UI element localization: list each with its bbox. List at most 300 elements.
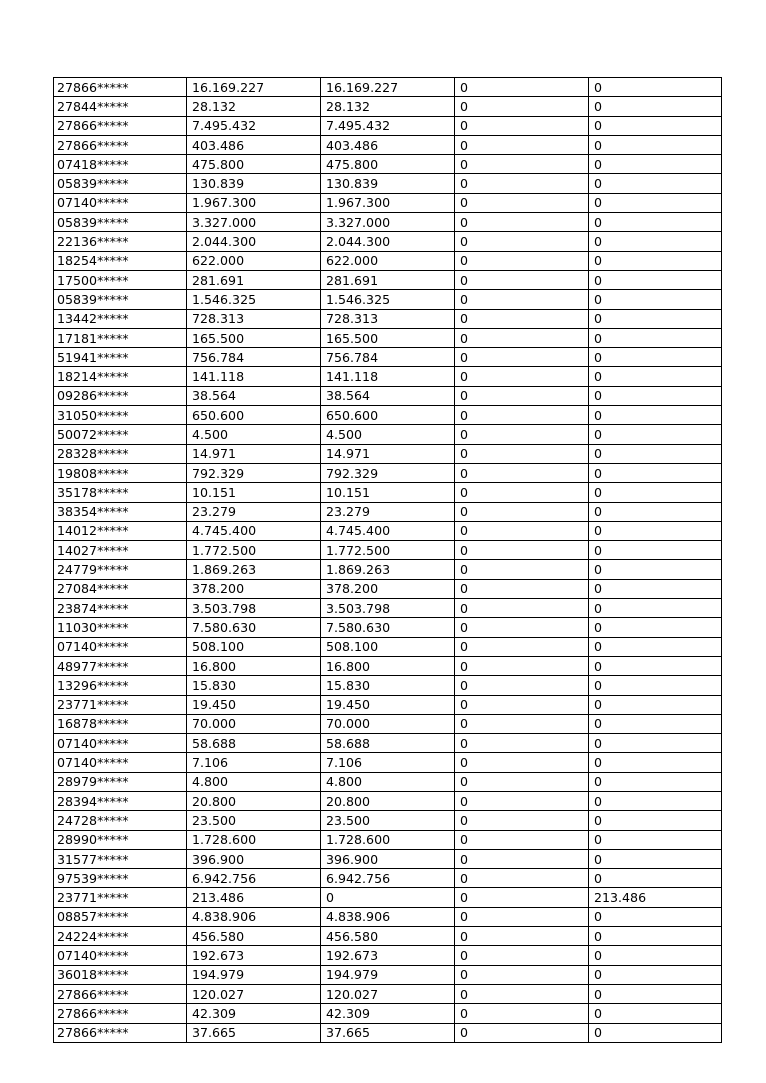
id-cell: 14027***** bbox=[54, 541, 187, 560]
amount-cell: 508.100 bbox=[187, 637, 321, 656]
remainder-cell: 0 bbox=[589, 560, 722, 579]
remainder-cell: 0 bbox=[589, 753, 722, 772]
remainder-cell: 0 bbox=[589, 676, 722, 695]
id-cell: 18254***** bbox=[54, 251, 187, 270]
remainder-cell: 0 bbox=[589, 965, 722, 984]
remainder-cell: 0 bbox=[589, 386, 722, 405]
amount-cell-2: 14.971 bbox=[321, 444, 455, 463]
id-cell: 13296***** bbox=[54, 676, 187, 695]
zero-cell: 0 bbox=[455, 444, 589, 463]
table-row bbox=[54, 97, 722, 116]
remainder-cell: 0 bbox=[589, 869, 722, 888]
amount-cell: 396.900 bbox=[187, 849, 321, 868]
id-cell: 48977***** bbox=[54, 656, 187, 675]
remainder-cell: 0 bbox=[589, 984, 722, 1003]
table-row bbox=[54, 579, 722, 598]
zero-cell: 0 bbox=[455, 116, 589, 135]
id-cell: 07140***** bbox=[54, 193, 187, 212]
remainder-cell: 0 bbox=[589, 290, 722, 309]
id-cell: 27866***** bbox=[54, 1023, 187, 1042]
amount-cell-2: 456.580 bbox=[321, 927, 455, 946]
amount-cell-2: 58.688 bbox=[321, 734, 455, 753]
zero-cell: 0 bbox=[455, 579, 589, 598]
id-cell: 35178***** bbox=[54, 483, 187, 502]
remainder-cell: 0 bbox=[589, 309, 722, 328]
zero-cell: 0 bbox=[455, 155, 589, 174]
amount-cell: 281.691 bbox=[187, 270, 321, 289]
zero-cell: 0 bbox=[455, 193, 589, 212]
zero-cell: 0 bbox=[455, 174, 589, 193]
zero-cell: 0 bbox=[455, 521, 589, 540]
remainder-cell: 0 bbox=[589, 444, 722, 463]
table-row bbox=[54, 213, 722, 232]
remainder-cell: 0 bbox=[589, 579, 722, 598]
table-row bbox=[54, 406, 722, 425]
table-row bbox=[54, 984, 722, 1003]
zero-cell: 0 bbox=[455, 560, 589, 579]
remainder-cell: 0 bbox=[589, 849, 722, 868]
table-row bbox=[54, 155, 722, 174]
remainder-cell: 0 bbox=[589, 618, 722, 637]
amount-cell-2: 3.327.000 bbox=[321, 213, 455, 232]
amount-cell-2: 650.600 bbox=[321, 406, 455, 425]
zero-cell: 0 bbox=[455, 213, 589, 232]
zero-cell: 0 bbox=[455, 946, 589, 965]
id-cell: 36018***** bbox=[54, 965, 187, 984]
table-row bbox=[54, 386, 722, 405]
zero-cell: 0 bbox=[455, 618, 589, 637]
amount-cell: 42.309 bbox=[187, 1004, 321, 1023]
zero-cell: 0 bbox=[455, 309, 589, 328]
table-row bbox=[54, 174, 722, 193]
id-cell: 27084***** bbox=[54, 579, 187, 598]
id-cell: 13442***** bbox=[54, 309, 187, 328]
id-cell: 51941***** bbox=[54, 348, 187, 367]
amount-cell-2: 192.673 bbox=[321, 946, 455, 965]
table-row bbox=[54, 772, 722, 791]
zero-cell: 0 bbox=[455, 695, 589, 714]
amount-cell-2: 756.784 bbox=[321, 348, 455, 367]
amount-cell-2: 2.044.300 bbox=[321, 232, 455, 251]
id-cell: 22136***** bbox=[54, 232, 187, 251]
amount-cell-2: 1.869.263 bbox=[321, 560, 455, 579]
remainder-cell: 0 bbox=[589, 78, 722, 97]
table-row bbox=[54, 251, 722, 270]
data-table bbox=[53, 77, 722, 1043]
remainder-cell: 0 bbox=[589, 116, 722, 135]
table-row bbox=[54, 78, 722, 97]
amount-cell-2: 19.450 bbox=[321, 695, 455, 714]
zero-cell: 0 bbox=[455, 676, 589, 695]
amount-cell: 756.784 bbox=[187, 348, 321, 367]
id-cell: 17181***** bbox=[54, 328, 187, 347]
table-row bbox=[54, 290, 722, 309]
amount-cell-2: 23.279 bbox=[321, 502, 455, 521]
zero-cell: 0 bbox=[455, 386, 589, 405]
id-cell: 23771***** bbox=[54, 888, 187, 907]
id-cell: 07140***** bbox=[54, 946, 187, 965]
amount-cell-2: 7.106 bbox=[321, 753, 455, 772]
amount-cell: 23.500 bbox=[187, 811, 321, 830]
amount-cell-2: 728.313 bbox=[321, 309, 455, 328]
amount-cell-2: 378.200 bbox=[321, 579, 455, 598]
table-row bbox=[54, 309, 722, 328]
id-cell: 23874***** bbox=[54, 599, 187, 618]
remainder-cell: 0 bbox=[589, 213, 722, 232]
id-cell: 31050***** bbox=[54, 406, 187, 425]
zero-cell: 0 bbox=[455, 502, 589, 521]
zero-cell: 0 bbox=[455, 78, 589, 97]
amount-cell: 130.839 bbox=[187, 174, 321, 193]
amount-cell: 3.327.000 bbox=[187, 213, 321, 232]
remainder-cell: 0 bbox=[589, 541, 722, 560]
zero-cell: 0 bbox=[455, 1023, 589, 1042]
amount-cell-2: 281.691 bbox=[321, 270, 455, 289]
amount-cell: 120.027 bbox=[187, 984, 321, 1003]
table-row bbox=[54, 502, 722, 521]
table-row bbox=[54, 714, 722, 733]
amount-cell: 194.979 bbox=[187, 965, 321, 984]
amount-cell-2: 120.027 bbox=[321, 984, 455, 1003]
table-row bbox=[54, 888, 722, 907]
remainder-cell: 0 bbox=[589, 637, 722, 656]
amount-cell-2: 508.100 bbox=[321, 637, 455, 656]
amount-cell: 7.106 bbox=[187, 753, 321, 772]
table-row bbox=[54, 830, 722, 849]
table-row bbox=[54, 791, 722, 810]
amount-cell: 7.580.630 bbox=[187, 618, 321, 637]
amount-cell: 14.971 bbox=[187, 444, 321, 463]
table-row bbox=[54, 599, 722, 618]
amount-cell: 10.151 bbox=[187, 483, 321, 502]
remainder-cell: 0 bbox=[589, 97, 722, 116]
amount-cell: 1.967.300 bbox=[187, 193, 321, 212]
amount-cell: 4.838.906 bbox=[187, 907, 321, 926]
zero-cell: 0 bbox=[455, 232, 589, 251]
remainder-cell: 0 bbox=[589, 483, 722, 502]
amount-cell-2: 37.665 bbox=[321, 1023, 455, 1042]
id-cell: 27866***** bbox=[54, 116, 187, 135]
zero-cell: 0 bbox=[455, 772, 589, 791]
table-row bbox=[54, 367, 722, 386]
remainder-cell: 0 bbox=[589, 599, 722, 618]
remainder-cell: 0 bbox=[589, 251, 722, 270]
amount-cell: 213.486 bbox=[187, 888, 321, 907]
amount-cell-2: 20.800 bbox=[321, 791, 455, 810]
id-cell: 28394***** bbox=[54, 791, 187, 810]
zero-cell: 0 bbox=[455, 135, 589, 154]
remainder-cell: 0 bbox=[589, 830, 722, 849]
table-row bbox=[54, 811, 722, 830]
table-row bbox=[54, 946, 722, 965]
id-cell: 23771***** bbox=[54, 695, 187, 714]
table-row bbox=[54, 695, 722, 714]
id-cell: 24779***** bbox=[54, 560, 187, 579]
table-row bbox=[54, 135, 722, 154]
id-cell: 27866***** bbox=[54, 1004, 187, 1023]
id-cell: 27866***** bbox=[54, 984, 187, 1003]
zero-cell: 0 bbox=[455, 270, 589, 289]
id-cell: 07418***** bbox=[54, 155, 187, 174]
id-cell: 14012***** bbox=[54, 521, 187, 540]
amount-cell: 23.279 bbox=[187, 502, 321, 521]
id-cell: 28990***** bbox=[54, 830, 187, 849]
zero-cell: 0 bbox=[455, 290, 589, 309]
zero-cell: 0 bbox=[455, 1004, 589, 1023]
id-cell: 11030***** bbox=[54, 618, 187, 637]
remainder-cell: 0 bbox=[589, 348, 722, 367]
amount-cell-2: 792.329 bbox=[321, 463, 455, 482]
remainder-cell: 0 bbox=[589, 502, 722, 521]
zero-cell: 0 bbox=[455, 965, 589, 984]
table-row bbox=[54, 193, 722, 212]
amount-cell: 192.673 bbox=[187, 946, 321, 965]
table-row bbox=[54, 425, 722, 444]
remainder-cell: 0 bbox=[589, 174, 722, 193]
amount-cell: 456.580 bbox=[187, 927, 321, 946]
zero-cell: 0 bbox=[455, 541, 589, 560]
id-cell: 07140***** bbox=[54, 734, 187, 753]
amount-cell: 1.772.500 bbox=[187, 541, 321, 560]
amount-cell: 37.665 bbox=[187, 1023, 321, 1042]
amount-cell-2: 70.000 bbox=[321, 714, 455, 733]
zero-cell: 0 bbox=[455, 811, 589, 830]
table-row bbox=[54, 869, 722, 888]
amount-cell-2: 1.967.300 bbox=[321, 193, 455, 212]
amount-cell: 1.728.600 bbox=[187, 830, 321, 849]
amount-cell-2: 38.564 bbox=[321, 386, 455, 405]
zero-cell: 0 bbox=[455, 637, 589, 656]
amount-cell-2: 42.309 bbox=[321, 1004, 455, 1023]
amount-cell: 378.200 bbox=[187, 579, 321, 598]
amount-cell-2: 7.495.432 bbox=[321, 116, 455, 135]
table-row bbox=[54, 116, 722, 135]
amount-cell-2: 6.942.756 bbox=[321, 869, 455, 888]
remainder-cell: 0 bbox=[589, 695, 722, 714]
zero-cell: 0 bbox=[455, 656, 589, 675]
id-cell: 08857***** bbox=[54, 907, 187, 926]
remainder-cell: 0 bbox=[589, 463, 722, 482]
id-cell: 05839***** bbox=[54, 213, 187, 232]
table-row bbox=[54, 618, 722, 637]
amount-cell-2: 4.800 bbox=[321, 772, 455, 791]
remainder-cell: 0 bbox=[589, 270, 722, 289]
table-row bbox=[54, 232, 722, 251]
remainder-cell: 0 bbox=[589, 907, 722, 926]
amount-cell: 4.800 bbox=[187, 772, 321, 791]
amount-cell-2: 1.728.600 bbox=[321, 830, 455, 849]
id-cell: 97539***** bbox=[54, 869, 187, 888]
id-cell: 16878***** bbox=[54, 714, 187, 733]
table-row bbox=[54, 521, 722, 540]
amount-cell: 475.800 bbox=[187, 155, 321, 174]
amount-cell-2: 23.500 bbox=[321, 811, 455, 830]
table-row bbox=[54, 444, 722, 463]
table-row bbox=[54, 734, 722, 753]
id-cell: 09286***** bbox=[54, 386, 187, 405]
id-cell: 07140***** bbox=[54, 753, 187, 772]
zero-cell: 0 bbox=[455, 367, 589, 386]
amount-cell-2: 622.000 bbox=[321, 251, 455, 270]
remainder-cell: 0 bbox=[589, 232, 722, 251]
amount-cell: 7.495.432 bbox=[187, 116, 321, 135]
amount-cell-2: 3.503.798 bbox=[321, 599, 455, 618]
id-cell: 27866***** bbox=[54, 78, 187, 97]
zero-cell: 0 bbox=[455, 251, 589, 270]
zero-cell: 0 bbox=[455, 888, 589, 907]
table-row bbox=[54, 1023, 722, 1042]
amount-cell: 792.329 bbox=[187, 463, 321, 482]
table-row bbox=[54, 753, 722, 772]
id-cell: 17500***** bbox=[54, 270, 187, 289]
remainder-cell: 0 bbox=[589, 927, 722, 946]
table-row bbox=[54, 637, 722, 656]
table-row bbox=[54, 927, 722, 946]
table-body bbox=[54, 78, 722, 1043]
id-cell: 28979***** bbox=[54, 772, 187, 791]
amount-cell: 20.800 bbox=[187, 791, 321, 810]
id-cell: 24224***** bbox=[54, 927, 187, 946]
id-cell: 50072***** bbox=[54, 425, 187, 444]
amount-cell: 70.000 bbox=[187, 714, 321, 733]
amount-cell-2: 0 bbox=[321, 888, 455, 907]
amount-cell-2: 403.486 bbox=[321, 135, 455, 154]
zero-cell: 0 bbox=[455, 984, 589, 1003]
id-cell: 07140***** bbox=[54, 637, 187, 656]
table-row bbox=[54, 965, 722, 984]
zero-cell: 0 bbox=[455, 348, 589, 367]
remainder-cell: 0 bbox=[589, 656, 722, 675]
amount-cell-2: 15.830 bbox=[321, 676, 455, 695]
remainder-cell: 0 bbox=[589, 791, 722, 810]
amount-cell-2: 16.169.227 bbox=[321, 78, 455, 97]
zero-cell: 0 bbox=[455, 927, 589, 946]
zero-cell: 0 bbox=[455, 714, 589, 733]
amount-cell-2: 4.838.906 bbox=[321, 907, 455, 926]
id-cell: 05839***** bbox=[54, 290, 187, 309]
amount-cell: 19.450 bbox=[187, 695, 321, 714]
table-row bbox=[54, 463, 722, 482]
zero-cell: 0 bbox=[455, 328, 589, 347]
table-row bbox=[54, 560, 722, 579]
amount-cell: 2.044.300 bbox=[187, 232, 321, 251]
table-row bbox=[54, 656, 722, 675]
amount-cell: 28.132 bbox=[187, 97, 321, 116]
table-row bbox=[54, 676, 722, 695]
amount-cell: 4.500 bbox=[187, 425, 321, 444]
amount-cell: 165.500 bbox=[187, 328, 321, 347]
zero-cell: 0 bbox=[455, 734, 589, 753]
remainder-cell: 0 bbox=[589, 425, 722, 444]
amount-cell: 141.118 bbox=[187, 367, 321, 386]
amount-cell: 650.600 bbox=[187, 406, 321, 425]
remainder-cell: 213.486 bbox=[589, 888, 722, 907]
zero-cell: 0 bbox=[455, 599, 589, 618]
amount-cell: 3.503.798 bbox=[187, 599, 321, 618]
remainder-cell: 0 bbox=[589, 367, 722, 386]
remainder-cell: 0 bbox=[589, 406, 722, 425]
zero-cell: 0 bbox=[455, 830, 589, 849]
amount-cell: 58.688 bbox=[187, 734, 321, 753]
remainder-cell: 0 bbox=[589, 1004, 722, 1023]
table-row bbox=[54, 1004, 722, 1023]
zero-cell: 0 bbox=[455, 406, 589, 425]
remainder-cell: 0 bbox=[589, 1023, 722, 1042]
remainder-cell: 0 bbox=[589, 135, 722, 154]
id-cell: 05839***** bbox=[54, 174, 187, 193]
amount-cell-2: 7.580.630 bbox=[321, 618, 455, 637]
table-row bbox=[54, 270, 722, 289]
amount-cell: 403.486 bbox=[187, 135, 321, 154]
amount-cell-2: 475.800 bbox=[321, 155, 455, 174]
table-row bbox=[54, 907, 722, 926]
amount-cell-2: 130.839 bbox=[321, 174, 455, 193]
amount-cell-2: 194.979 bbox=[321, 965, 455, 984]
amount-cell: 38.564 bbox=[187, 386, 321, 405]
remainder-cell: 0 bbox=[589, 772, 722, 791]
amount-cell: 15.830 bbox=[187, 676, 321, 695]
zero-cell: 0 bbox=[455, 483, 589, 502]
table-row bbox=[54, 483, 722, 502]
id-cell: 27844***** bbox=[54, 97, 187, 116]
table-row bbox=[54, 849, 722, 868]
id-cell: 18214***** bbox=[54, 367, 187, 386]
table-row bbox=[54, 348, 722, 367]
remainder-cell: 0 bbox=[589, 811, 722, 830]
id-cell: 31577***** bbox=[54, 849, 187, 868]
id-cell: 27866***** bbox=[54, 135, 187, 154]
zero-cell: 0 bbox=[455, 753, 589, 772]
id-cell: 28328***** bbox=[54, 444, 187, 463]
amount-cell: 16.800 bbox=[187, 656, 321, 675]
amount-cell-2: 4.500 bbox=[321, 425, 455, 444]
remainder-cell: 0 bbox=[589, 155, 722, 174]
zero-cell: 0 bbox=[455, 849, 589, 868]
amount-cell: 1.869.263 bbox=[187, 560, 321, 579]
amount-cell-2: 4.745.400 bbox=[321, 521, 455, 540]
zero-cell: 0 bbox=[455, 869, 589, 888]
zero-cell: 0 bbox=[455, 907, 589, 926]
remainder-cell: 0 bbox=[589, 521, 722, 540]
amount-cell-2: 141.118 bbox=[321, 367, 455, 386]
amount-cell-2: 28.132 bbox=[321, 97, 455, 116]
amount-cell: 4.745.400 bbox=[187, 521, 321, 540]
remainder-cell: 0 bbox=[589, 193, 722, 212]
amount-cell: 622.000 bbox=[187, 251, 321, 270]
id-cell: 19808***** bbox=[54, 463, 187, 482]
amount-cell: 6.942.756 bbox=[187, 869, 321, 888]
zero-cell: 0 bbox=[455, 425, 589, 444]
zero-cell: 0 bbox=[455, 463, 589, 482]
amount-cell-2: 10.151 bbox=[321, 483, 455, 502]
remainder-cell: 0 bbox=[589, 714, 722, 733]
amount-cell-2: 1.546.325 bbox=[321, 290, 455, 309]
amount-cell-2: 1.772.500 bbox=[321, 541, 455, 560]
zero-cell: 0 bbox=[455, 97, 589, 116]
amount-cell: 1.546.325 bbox=[187, 290, 321, 309]
table-row bbox=[54, 541, 722, 560]
table-row bbox=[54, 328, 722, 347]
amount-cell-2: 16.800 bbox=[321, 656, 455, 675]
id-cell: 24728***** bbox=[54, 811, 187, 830]
amount-cell-2: 165.500 bbox=[321, 328, 455, 347]
remainder-cell: 0 bbox=[589, 946, 722, 965]
amount-cell-2: 396.900 bbox=[321, 849, 455, 868]
amount-cell: 728.313 bbox=[187, 309, 321, 328]
amount-cell: 16.169.227 bbox=[187, 78, 321, 97]
remainder-cell: 0 bbox=[589, 328, 722, 347]
zero-cell: 0 bbox=[455, 791, 589, 810]
